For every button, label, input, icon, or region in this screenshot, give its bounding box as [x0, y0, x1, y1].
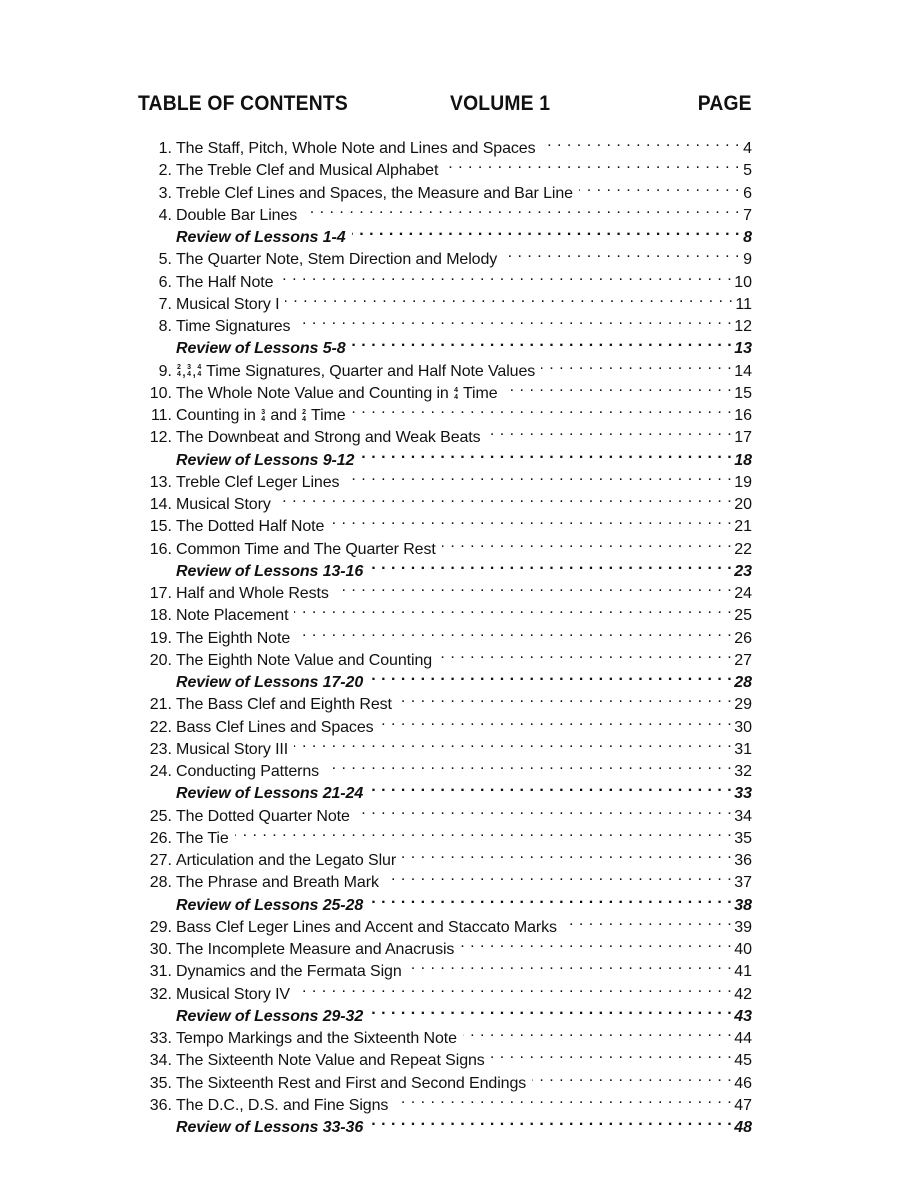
lesson-title-text: and — [270, 407, 297, 424]
dot-leader — [369, 999, 732, 1021]
dot-leader — [541, 354, 732, 376]
lesson-title: The Eighth Note Value and Counting — [176, 651, 433, 669]
dot-leader — [277, 487, 732, 509]
page-number: 15 — [734, 384, 752, 402]
dot-leader — [335, 576, 732, 598]
toc-row — [138, 821, 752, 847]
dot-leader — [398, 687, 732, 709]
lesson-title: The Eighth Note — [176, 629, 291, 647]
toc-row — [138, 687, 752, 714]
page-number: 7 — [743, 206, 752, 224]
lesson-title-text: Counting in — [176, 407, 256, 424]
page-number: 46 — [734, 1074, 752, 1092]
dot-leader — [408, 954, 733, 976]
page-number: 8 — [743, 229, 752, 246]
toc-row — [138, 398, 752, 424]
page-number: 27 — [734, 651, 752, 669]
toc-row — [138, 265, 752, 291]
toc-review-row — [138, 554, 752, 580]
page-number: 13 — [734, 340, 752, 358]
lesson-number: 34. — [149, 1052, 172, 1070]
page-number: 12 — [734, 318, 752, 335]
dot-leader — [563, 910, 732, 932]
dot-leader — [579, 176, 740, 198]
dot-leader — [279, 265, 732, 287]
lesson-title: Musical Story — [176, 496, 271, 513]
dot-leader — [303, 198, 740, 220]
dot-leader — [463, 1021, 732, 1043]
lesson-title: Common Time and The Quarter Rest — [176, 540, 436, 558]
dot-leader — [394, 1088, 732, 1110]
lesson-title: The D.C., D.S. and Fine Signs — [176, 1096, 389, 1114]
toc-review-row — [138, 999, 752, 1025]
page-number: 25 — [734, 607, 752, 625]
page-number: 14 — [734, 362, 752, 380]
toc-review-row — [138, 220, 752, 246]
review-title: Review of Lessons 21-24 — [176, 785, 364, 803]
toc-row — [138, 799, 752, 825]
lesson-title: Note Placement — [176, 607, 289, 625]
toc-row — [138, 242, 752, 269]
toc-row — [138, 1043, 752, 1070]
time-signature-bottom: 4 — [302, 415, 306, 423]
lesson-title: 2 4 , 3 4 , 4 4 Time Signatures, Quarter and Half Note Values — [177, 362, 536, 380]
dot-leader — [369, 888, 732, 910]
lesson-number: 24. — [149, 763, 172, 780]
lesson-number: 22. — [149, 718, 172, 736]
lesson-number: 21. — [149, 696, 172, 714]
dot-leader — [360, 443, 732, 465]
page-number: 22 — [734, 540, 752, 558]
lesson-title: Musical Story III — [176, 740, 289, 758]
toc-row — [138, 509, 752, 536]
toc-row — [138, 710, 752, 736]
page-number: 29 — [734, 696, 752, 714]
toc-row — [138, 153, 752, 180]
lesson-number: 18. — [149, 607, 172, 625]
lesson-number: 17. — [149, 585, 172, 602]
page-number: 42 — [734, 985, 752, 1003]
page-number: 18 — [734, 451, 752, 469]
lesson-number: 11. — [150, 407, 172, 424]
lesson-title: Bass Clef Lines and Spaces — [176, 718, 374, 736]
lesson-number: 1. — [158, 140, 172, 157]
page-number: 47 — [734, 1096, 752, 1114]
lesson-number: 2. — [158, 162, 172, 180]
lesson-title: The Staff, Pitch, Whole Note and Lines and Spaces — [176, 140, 536, 157]
time-signature-bottom: 4 — [187, 371, 191, 379]
dot-leader — [487, 420, 733, 442]
page-number: 34 — [734, 807, 752, 825]
dot-leader — [444, 153, 740, 175]
dot-leader — [380, 710, 733, 732]
page-number: 37 — [734, 874, 752, 892]
review-title: Review of Lessons 5-8 — [176, 340, 346, 358]
toc-row — [138, 287, 752, 313]
page-number: 6 — [743, 184, 752, 202]
review-title: Review of Lessons 1-4 — [176, 229, 346, 246]
page-number: 48 — [734, 1119, 752, 1136]
toc-row — [138, 198, 752, 224]
dot-leader — [532, 1066, 732, 1088]
dot-leader — [356, 799, 732, 821]
page-number: 45 — [734, 1052, 752, 1070]
page-number: 39 — [734, 918, 752, 936]
lesson-title: The Quarter Note, Stem Direction and Melody — [176, 251, 498, 269]
dot-leader — [369, 665, 732, 687]
toc-row — [138, 487, 752, 513]
lesson-number: 14. — [149, 496, 172, 513]
page-number: 5 — [743, 162, 752, 180]
page-number: 32 — [734, 763, 752, 780]
dot-leader — [385, 865, 732, 887]
page-number: 4 — [743, 140, 752, 157]
page-number: 28 — [734, 674, 752, 691]
toc-review-row — [138, 1110, 752, 1136]
lesson-number: 8. — [158, 318, 172, 335]
page-number: 16 — [734, 407, 752, 424]
lesson-number: 27. — [149, 852, 172, 869]
time-signature-top: 2 — [302, 408, 306, 416]
toc-review-row — [138, 443, 752, 469]
page-number: 33 — [734, 785, 752, 803]
page-number: 35 — [734, 829, 752, 847]
lesson-title: Articulation and the Legato Slur — [176, 852, 397, 869]
toc-row — [138, 465, 752, 491]
dot-leader — [503, 242, 740, 264]
page-number: 19 — [734, 473, 752, 491]
lesson-title: Dynamics and the Fermata Sign — [176, 963, 402, 981]
lesson-number: 23. — [149, 740, 172, 758]
lesson-title: The Tie — [176, 829, 229, 847]
toc-review-row — [138, 888, 752, 914]
toc-row — [138, 376, 752, 402]
lesson-number: 26. — [149, 829, 172, 847]
page-heading: PAGE — [697, 92, 752, 115]
lesson-number: 5. — [158, 251, 172, 269]
page-number: 26 — [734, 629, 752, 647]
review-title: Review of Lessons 17-20 — [176, 674, 364, 691]
dot-leader — [460, 932, 732, 954]
lesson-title: The Half Note — [176, 273, 274, 291]
toc-row — [138, 309, 752, 335]
toc-row — [138, 754, 752, 780]
toc-row — [138, 354, 752, 380]
time-signature-top: 3 — [261, 408, 266, 416]
dot-leader — [285, 287, 733, 309]
lesson-number: 36. — [149, 1096, 172, 1114]
toc-review-row — [138, 331, 752, 358]
toc-row — [138, 621, 752, 647]
lesson-title: Treble Clef Leger Lines — [176, 473, 340, 491]
lesson-number: 31. — [149, 963, 172, 981]
lesson-number: 6. — [158, 273, 172, 291]
dot-leader — [369, 554, 732, 576]
lesson-number: 12. — [149, 429, 172, 447]
lesson-number: 32. — [149, 985, 172, 1003]
lesson-number: 10. — [149, 384, 172, 402]
lesson-title-text: Time Signatures, Quarter and Half Note Values — [206, 362, 536, 380]
page-number: 11 — [735, 295, 752, 313]
lesson-number: 13. — [149, 473, 172, 491]
lesson-number: 29. — [149, 918, 172, 936]
lesson-number: 9. — [158, 362, 172, 380]
dot-leader — [504, 376, 733, 398]
review-title: Review of Lessons 33-36 — [176, 1119, 364, 1136]
toc-row — [138, 598, 752, 625]
page-number: 40 — [734, 941, 752, 958]
lesson-title: Musical Story I — [176, 295, 280, 313]
toc-heading: TABLE OF CONTENTS — [138, 92, 348, 115]
volume-heading: VOLUME 1 — [450, 92, 551, 115]
dot-leader — [345, 465, 732, 487]
lesson-number: 25. — [149, 807, 172, 825]
toc-header — [138, 92, 752, 122]
toc-row — [138, 1021, 752, 1047]
toc-row — [138, 131, 752, 157]
lesson-number: 4. — [158, 206, 172, 224]
dot-leader — [438, 643, 732, 665]
toc-row — [138, 843, 752, 869]
toc-row — [138, 932, 752, 958]
toc-row — [138, 732, 752, 758]
lesson-number: 7. — [158, 295, 172, 313]
lesson-title: The Dotted Half Note — [176, 518, 325, 536]
lesson-number: 35. — [149, 1074, 172, 1092]
dot-leader — [294, 598, 732, 620]
toc-review-row — [138, 665, 752, 691]
dot-leader — [369, 1110, 732, 1132]
dot-leader — [330, 509, 732, 531]
time-signature-top: 4 — [454, 386, 458, 394]
page-number: 43 — [734, 1007, 752, 1025]
time-signature-top: 4 — [197, 364, 202, 372]
lesson-title: The Sixteenth Rest and First and Second Endings — [176, 1074, 527, 1092]
lesson-title: Double Bar Lines — [176, 206, 298, 224]
lesson-title: Bass Clef Leger Lines and Accent and Staccato Marks — [176, 918, 557, 936]
lesson-title-text: The Whole Note Value and Counting in — [176, 384, 449, 402]
page-number: 24 — [734, 585, 752, 602]
lesson-title-text: Time — [462, 384, 498, 402]
lesson-number: 28. — [149, 874, 172, 892]
lesson-number: 30. — [149, 941, 172, 958]
time-signature-bottom: 4 — [177, 371, 181, 379]
review-title: Review of Lessons 25-28 — [176, 896, 364, 914]
toc-row — [138, 954, 752, 981]
lesson-title: The Sixteenth Note Value and Repeat Signs — [176, 1052, 485, 1070]
lesson-title: The Phrase and Breath Mark — [176, 874, 379, 892]
page-number: 21 — [734, 518, 752, 536]
lesson-number: 33. — [149, 1030, 172, 1047]
dot-leader — [325, 754, 732, 776]
lesson-number: 15. — [149, 518, 172, 536]
lesson-number: 20. — [149, 651, 172, 669]
dot-leader — [442, 532, 732, 554]
toc-row — [138, 1088, 752, 1114]
lesson-title: The Incomplete Measure and Anacrusis — [176, 941, 455, 958]
dot-leader — [294, 732, 732, 754]
dot-leader — [352, 398, 733, 420]
toc-row — [138, 910, 752, 936]
dot-leader — [491, 1043, 733, 1065]
table-of-contents — [138, 131, 752, 1136]
time-signature-bottom: 4 — [197, 371, 202, 379]
dot-leader — [296, 309, 732, 331]
page-number: 44 — [734, 1030, 752, 1047]
toc-row — [138, 176, 752, 202]
dot-leader — [369, 776, 732, 798]
toc-row — [138, 532, 752, 558]
time-signature-bottom: 4 — [454, 393, 458, 401]
dot-leader — [352, 220, 740, 242]
lesson-title: Musical Story IV — [176, 985, 290, 1003]
lesson-title: The Dotted Quarter Note — [176, 807, 350, 825]
page-number: 31 — [734, 740, 752, 758]
lesson-title: Time Signatures — [176, 318, 291, 335]
dot-leader — [235, 821, 733, 843]
time-signature-top: 3 — [187, 364, 191, 372]
time-signature-bottom: 4 — [261, 415, 266, 423]
lesson-title: Treble Clef Lines and Spaces, the Measure and Bar Line — [176, 184, 573, 202]
lesson-title-text: Time — [311, 407, 346, 424]
lesson-number: 19. — [149, 629, 172, 647]
page-number: 30 — [734, 718, 752, 736]
toc-review-row — [138, 776, 752, 803]
lesson-title: The Downbeat and Strong and Weak Beats — [176, 429, 481, 447]
dot-leader — [296, 621, 732, 643]
page-number: 41 — [734, 963, 752, 981]
dot-leader — [541, 131, 740, 153]
page-number: 38 — [734, 896, 752, 914]
toc-row — [138, 1066, 752, 1092]
lesson-number: 16. — [149, 540, 172, 558]
dot-leader — [352, 331, 733, 353]
toc-row — [138, 576, 752, 602]
page-number: 36 — [734, 852, 752, 869]
toc-row — [138, 420, 752, 447]
toc-row — [138, 643, 752, 669]
page-number: 23 — [734, 562, 752, 580]
page-number: 9 — [743, 251, 752, 269]
lesson-title: Tempo Markings and the Sixteenth Note — [176, 1030, 457, 1047]
lesson-title: The Treble Clef and Musical Alphabet — [176, 162, 439, 180]
lesson-title: Conducting Patterns — [176, 763, 320, 780]
dot-leader — [296, 977, 732, 999]
page-number: 10 — [734, 273, 752, 291]
lesson-title: Half and Whole Rests — [176, 585, 329, 602]
lesson-number: 3. — [158, 184, 172, 202]
toc-row — [138, 865, 752, 892]
page-number: 20 — [734, 496, 752, 513]
time-signature-top: 2 — [177, 364, 181, 372]
dot-leader — [402, 843, 732, 865]
lesson-title: The Bass Clef and Eighth Rest — [176, 696, 392, 714]
review-title: Review of Lessons 9-12 — [176, 451, 355, 469]
review-title: Review of Lessons 29-32 — [176, 1007, 364, 1025]
toc-row — [138, 977, 752, 1003]
page-number: 17 — [734, 429, 752, 447]
review-title: Review of Lessons 13-16 — [176, 562, 364, 580]
